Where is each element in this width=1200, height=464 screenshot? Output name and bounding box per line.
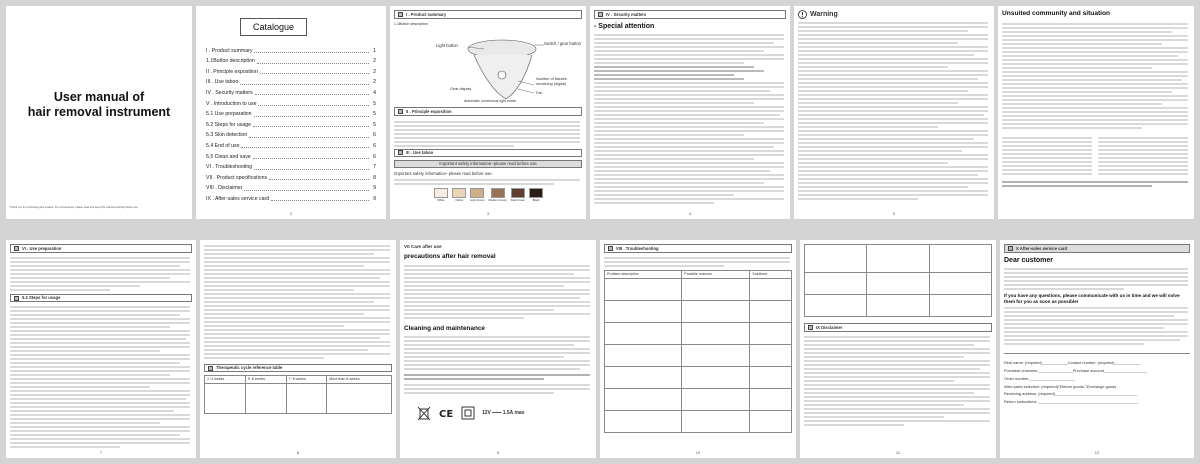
- body-text-lines: [604, 256, 792, 270]
- cleaning-title: Cleaning and maintenance: [404, 324, 485, 332]
- page-number: 2: [289, 210, 293, 216]
- svg-text:CE: CE: [439, 409, 454, 421]
- skin-swatch: Black: [529, 188, 543, 203]
- section-header: IX Disclaimer: [804, 323, 992, 332]
- form-order-number[interactable]: Order number:_____________________: [1004, 375, 1075, 381]
- lamp-label: Automatic continuous light mode: [464, 98, 516, 103]
- device-diagram: [394, 29, 582, 107]
- precautions-title: precautions after hair removal: [404, 253, 496, 261]
- page-number: 12: [1094, 449, 1100, 455]
- page-number: 5: [892, 210, 896, 216]
- use-preparation-page: [6, 240, 196, 458]
- unsuited-title: Unsuited community and situation: [1002, 10, 1111, 17]
- product-summary-page: [390, 6, 586, 219]
- contact-notice: If you have any questions, please communicate with us in time and we will solve them for you as soon as possible!: [1004, 293, 1180, 305]
- table-row: [605, 271, 792, 279]
- skin-swatch: Light brown: [470, 188, 484, 203]
- toc-item[interactable]: II . Principle exposition 2: [206, 68, 376, 75]
- toc-item[interactable]: IV . Security matters 4: [206, 89, 376, 96]
- body-text-lines: [404, 335, 592, 405]
- body-text-lines: [394, 119, 580, 149]
- care-tag: VII Care after use: [404, 244, 442, 249]
- cover-title-line1: User manual of: [53, 90, 145, 104]
- page-number: 10: [695, 449, 701, 455]
- toc-item[interactable]: V . Introduction to use 5: [206, 100, 376, 107]
- body-text-lines: [1004, 267, 1190, 293]
- table-header-cell: 5~6 weeks: [245, 376, 286, 384]
- skin-tone-chart: [434, 188, 582, 203]
- toc-item[interactable]: 5.3 Skin detection 6: [206, 132, 376, 139]
- light-button-label: Light button: [436, 42, 458, 48]
- table-header-cell: 7~8 weeks: [286, 376, 327, 384]
- skin-swatch: Medium brown: [488, 188, 506, 203]
- cover-title-line2: hair removal instrument: [27, 105, 171, 119]
- table-row: [205, 376, 392, 384]
- care-after-use-page: [400, 240, 596, 458]
- page-number: 3: [486, 210, 490, 216]
- toc-item[interactable]: 5.2 Steps for usage 5: [206, 121, 376, 128]
- skin-swatch: Yellow: [452, 188, 466, 203]
- body-text-lines: [10, 305, 192, 455]
- toc-item[interactable]: 5.1 Use preparation 5: [206, 111, 376, 118]
- page-number: 7: [99, 449, 103, 455]
- form-real-name[interactable]: Real name: (required)____________Contact number: (required)____________: [1004, 359, 1141, 365]
- table-row: [805, 295, 992, 317]
- disclaimer-page: [800, 240, 996, 458]
- skin-swatch: Dark brown: [511, 188, 525, 203]
- body-text-lines: [404, 264, 592, 322]
- form-after-sales-selection[interactable]: After-sales selection: (required)□Return goods □Exchange goods: [1004, 383, 1117, 389]
- table-header-cell: More than 8 weeks: [327, 376, 392, 384]
- body-text-lines: [1004, 305, 1190, 349]
- page-number: 9: [496, 449, 500, 455]
- table-header-cell: 1~4 weeks: [205, 376, 246, 384]
- toc-item[interactable]: VII . Product specifications 8: [206, 174, 376, 181]
- toc-item[interactable]: 5.4 End of use 6: [206, 142, 376, 149]
- warning-icon: [798, 10, 807, 19]
- dear-customer-title: Dear customer: [1004, 257, 1054, 264]
- toc-item[interactable]: VIII . Disclaimer 9: [206, 185, 376, 192]
- cover-title: [24, 90, 174, 120]
- page-number: 11: [895, 449, 901, 455]
- section-header: 5.2 Steps for usage: [10, 294, 192, 302]
- warning-title: Warning: [810, 11, 838, 18]
- catalogue-page: [196, 6, 386, 219]
- section-header: VIII . Troubleshooting: [604, 244, 792, 253]
- cover-footer: Thank you for purchasing this product. For convenience, please read and keep this manual carefully before use.: [10, 205, 139, 209]
- warning-heading: [798, 10, 990, 19]
- section-header: I . Product summary: [394, 10, 582, 19]
- switch-button-label: Switch / gear button: [544, 40, 582, 46]
- weee-bin-icon: [416, 405, 432, 421]
- table-row: [605, 366, 792, 388]
- table-row: [605, 300, 792, 322]
- warning-page: [794, 6, 994, 219]
- section-header: VI . Use preparation: [10, 244, 192, 253]
- important-text: Important safety information--please read before use:: [394, 170, 493, 176]
- cycle-table-page: [200, 240, 396, 458]
- unsuited-community-page: [998, 6, 1194, 219]
- table-header-cell: Solutions: [750, 271, 792, 279]
- toc-item[interactable]: IX . After-sales service card 9: [206, 195, 376, 202]
- double-square-icon: [460, 405, 476, 421]
- gear-display-label: Gear display: [450, 86, 472, 91]
- table-row: [805, 245, 992, 273]
- power-rating: 12V ━━━ 1.5A max: [482, 410, 525, 417]
- form-return-instructions[interactable]: Return instructions :______________________________________________: [1004, 399, 1139, 405]
- important-bar: Important safety information--please read before use: [394, 160, 582, 168]
- special-attention-page: [590, 6, 790, 219]
- toc-item[interactable]: VI . Troubleshooting 7: [206, 164, 376, 171]
- cycle-table: [204, 375, 392, 414]
- page-number: 8: [296, 449, 300, 455]
- catalogue-list: [206, 44, 376, 203]
- table-row: [205, 383, 392, 413]
- troubleshooting-table-continued: [804, 244, 992, 317]
- compliance-marks: [416, 405, 592, 421]
- section-header: II . Principle exposition: [394, 107, 582, 116]
- table-row: [805, 273, 992, 295]
- table-header-cell: Possible reasons: [682, 271, 750, 279]
- page-number: 4: [688, 210, 692, 216]
- body-text-lines: [10, 256, 192, 294]
- body-text-lines: [804, 335, 992, 431]
- table-row: [605, 322, 792, 344]
- section-header: IV . Security matters: [594, 10, 786, 19]
- table-row: [605, 278, 792, 300]
- fan-label: Fan: [536, 90, 543, 95]
- service-form: [1004, 353, 1190, 404]
- skin-swatch: White: [434, 188, 448, 203]
- table-row: [605, 410, 792, 432]
- cover-page: [6, 6, 192, 219]
- table-row: [605, 344, 792, 366]
- button-description-subtitle: 1.1Button description: [394, 22, 428, 26]
- form-receiving-address[interactable]: Receiving address: (required)______________________________________: [1004, 391, 1138, 397]
- ce-mark-icon: [438, 405, 454, 421]
- section-header: X After-sales service card: [1004, 244, 1190, 253]
- table-header-cell: Problem description: [605, 271, 682, 279]
- section-header: III . Use taboo: [394, 149, 582, 157]
- toc-item[interactable]: 1.1Button description 2: [206, 58, 376, 65]
- section-header: Therapeutic cycle reference table: [204, 364, 392, 372]
- toc-item[interactable]: I . Product summary 1: [206, 47, 376, 54]
- catalogue-title: Catalogue: [240, 18, 307, 36]
- body-text-lines: [594, 33, 786, 211]
- toc-item[interactable]: III . Use taboo 2: [206, 79, 376, 86]
- special-attention-title: - Special attention: [594, 23, 655, 30]
- table-row: [605, 388, 792, 410]
- body-text-lines: [798, 21, 990, 211]
- body-text-lines: [204, 244, 392, 364]
- body-text-lines: [394, 178, 580, 186]
- form-purchase-channel[interactable]: Purchase channels:________________Purchase account____________________: [1004, 367, 1148, 373]
- after-sales-card-page: [1000, 240, 1194, 458]
- body-text-lines: [1002, 22, 1190, 212]
- troubleshooting-table: [604, 270, 792, 433]
- toc-item[interactable]: 5.5 Clean and save 6: [206, 153, 376, 160]
- flashes-label: Number of flashes remaining (digital): [536, 76, 567, 86]
- troubleshooting-page: [600, 240, 796, 458]
